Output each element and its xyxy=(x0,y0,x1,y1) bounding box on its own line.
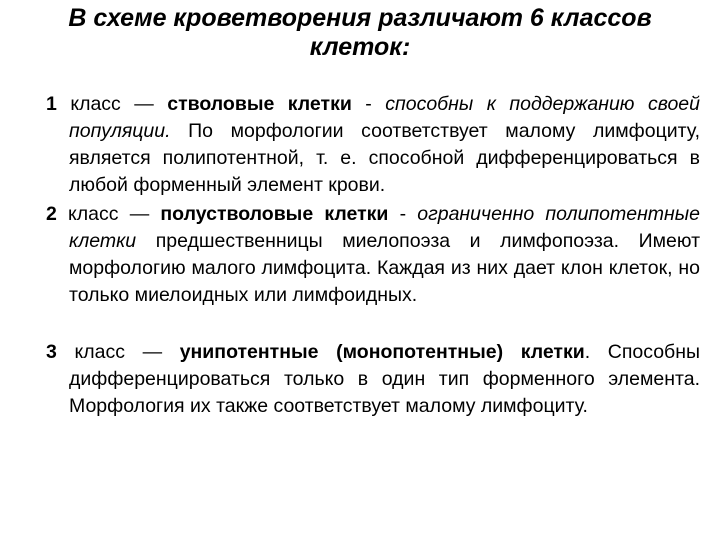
item-description: предшественницы миелопоэза и лимфопоэза. Имеют морфологию малого лимфоцита. Каждая из них дает клон клеток, но только миелоидных или лимфоидных. xyxy=(69,230,700,306)
item-italic-text: ограниченно полипотентные клетки xyxy=(69,203,700,252)
item-term: стволовые клетки xyxy=(167,93,352,115)
item-prefix: класс — xyxy=(56,93,168,115)
item-prefix: класс — xyxy=(56,341,180,363)
item-italic-text: способны к поддержанию своей популяции. xyxy=(69,93,700,142)
item-description: . Способны дифференцироваться только в один тип форменного элемента. Морфология их также соответствует малому лимфоциту. xyxy=(69,341,701,417)
cell-class-item-3 xyxy=(46,339,700,420)
item-term: унипотентные (монопотентные) клетки xyxy=(179,341,585,363)
item-number: 2 xyxy=(46,203,57,225)
cell-class-item-1 xyxy=(46,91,700,199)
item-description: По морфологии соответствует малому лимфоциту, является полипотентной, т. е. способной дифференцироваться в любой форменный элемент крови. xyxy=(69,120,700,196)
cell-class-item-2 xyxy=(46,201,700,309)
item-number: 1 xyxy=(46,93,57,115)
slide-title: В схеме кроветворения различают 6 классов клеток: xyxy=(68,4,652,61)
item-prefix: класс — xyxy=(56,203,161,225)
item-separator: - xyxy=(351,93,386,115)
item-term: полустволовые клетки xyxy=(160,203,389,225)
item-separator: - xyxy=(388,203,418,225)
item-number: 3 xyxy=(46,341,57,363)
